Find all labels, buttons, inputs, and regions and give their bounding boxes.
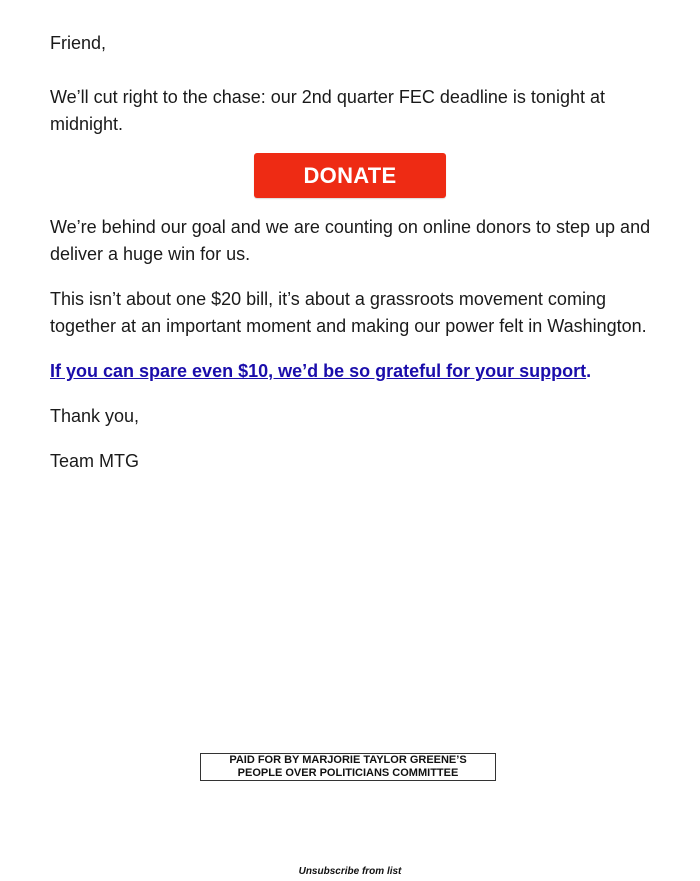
- paid-for-disclaimer: [200, 753, 496, 781]
- signature-text: Team MTG: [50, 451, 140, 471]
- behind-goal-paragraph: We’re behind our goal and we are counting on online donors to step up and deliver a huge win for us.: [50, 217, 651, 264]
- ask-paragraph: [50, 358, 660, 385]
- disclaimer-line-1: PAID FOR BY MARJORIE TAYLOR GREENE’S: [229, 754, 467, 766]
- greeting-text: Friend,: [50, 33, 107, 53]
- disclaimer-line-2: PEOPLE OVER POLITICIANS COMMITTEE: [237, 767, 459, 779]
- intro-paragraph: We’ll cut right to the chase: our 2nd quarter FEC deadline is tonight at midnight.: [50, 87, 605, 134]
- donate-button[interactable]: DONATE: [254, 153, 446, 198]
- donation-ask-link[interactable]: If you can spare even $10, we’d be so grateful for your support: [50, 361, 587, 381]
- ask-period: .: [586, 361, 592, 381]
- thanks-text: Thank you,: [50, 406, 140, 426]
- unsubscribe-link[interactable]: Unsubscribe from list: [298, 866, 402, 877]
- grassroots-paragraph: This isn’t about one $20 bill, it’s about a grassroots movement coming together at an important moment and making our power felt in Washington.: [50, 289, 647, 336]
